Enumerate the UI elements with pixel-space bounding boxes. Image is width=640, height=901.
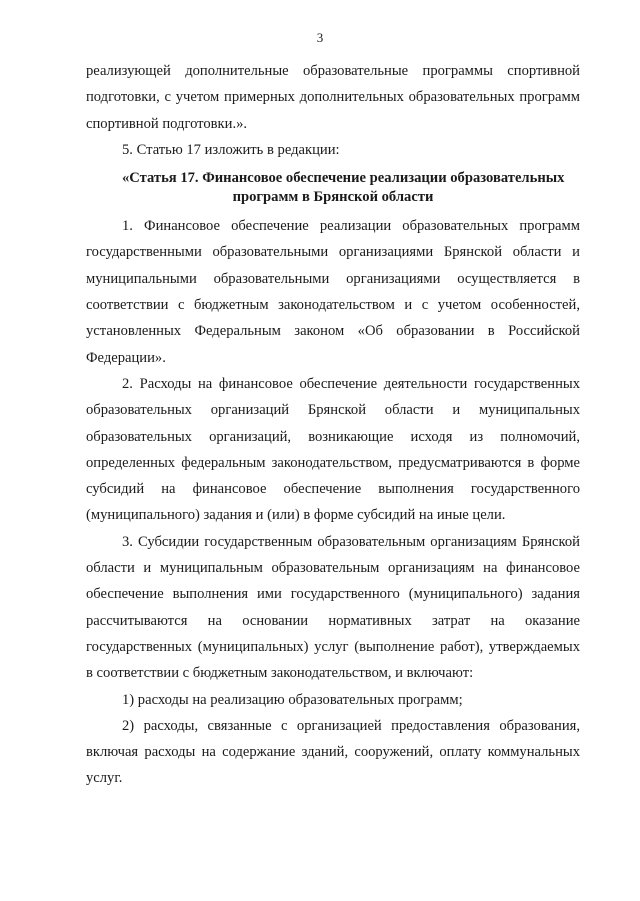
article-heading [86, 163, 580, 213]
paragraph-clause-2: 2. Расходы на финансовое обеспечение деятельности государственных образовательных организаций Брянской области и муниципальных образовательных организаций, возникающие исходя из полномочий, определенных федеральным законодательством, предусматриваются в форме субсидий на финансовое обеспечение выполнения государственного (муниципального) задания и (или) в форме субсидий на иные цели. [86, 375, 580, 524]
paragraph-amendment-intro: 5. Статью 17 изложить в редакции: [122, 141, 340, 158]
paragraph-clause-1: 1. Финансовое обеспечение реализации образовательных программ государственными образовательными организациями Брянской области и муниципальными образовательными организациями осуществляется в соответствии с бюджетным законодательством и с учетом особенностей, установленных Федеральным законом «Об образовании в Российской Федерации». [86, 218, 580, 366]
page-number: 3 [316, 30, 324, 45]
paragraph-clause-3: 3. Субсидии государственным образовательным организациям Брянской области и муниципальным образовательным организациям на финансовое обеспечение выполнения ими государственного (муниципального) задания рассчитываются на основании нормативных затрат на оказание государственных (муниципальных) услуг (выполнение работ), утверждаемых в соответствии с бюджетным законодательством, и включают: [86, 533, 580, 682]
article-heading-line1: «Статья 17. Финансовое обеспечение реализации образовательных [122, 170, 565, 187]
document-body [86, 58, 580, 792]
paragraph-continuation: реализующей дополнительные образовательные программы спортивной подготовки, с учетом примерных дополнительных образовательных программ спортивной подготовки.». [86, 63, 580, 132]
article-heading-line2: программ в Брянской области [232, 189, 434, 206]
paragraph-item-2: 2) расходы, связанные с организацией предоставления образования, включая расходы на содержание зданий, сооружений, оплату коммунальных услуг. [86, 717, 580, 787]
paragraph-item-1: 1) расходы на реализацию образовательных программ; [122, 691, 463, 708]
